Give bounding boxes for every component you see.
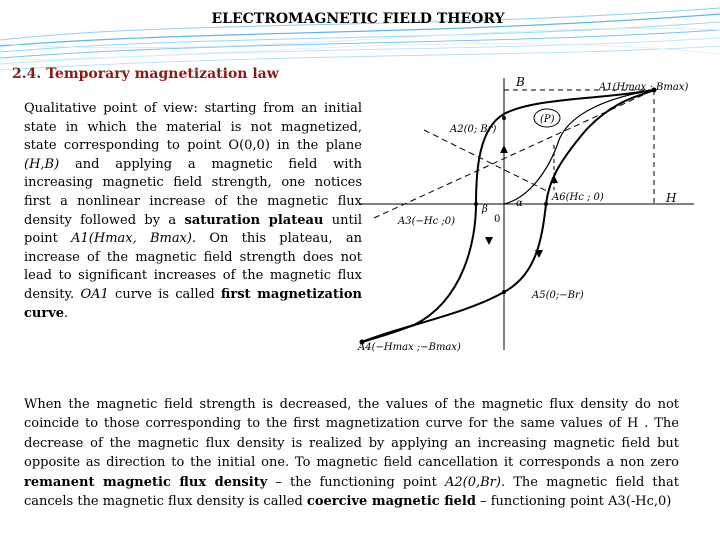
page-title: ELECTROMAGNETIC FIELD THEORY (211, 11, 505, 27)
text-run: A3(-Hc,0) (608, 494, 672, 510)
text-run: A1(Hmax, Bmax) (71, 231, 192, 247)
text-run: (H,B) (24, 156, 60, 172)
point-marker (544, 202, 548, 206)
arrow-icon (485, 237, 493, 245)
label-a5: A5(0;−Br) (532, 290, 584, 301)
label-a4: A4(−Hmax ;−Bmax) (358, 342, 461, 353)
text-run: remanent magnetic flux density (24, 474, 268, 490)
text-run: – the functioning point (267, 474, 445, 490)
text-run: . (64, 305, 69, 321)
label-a6: A6(Hc ; 0) (552, 192, 604, 203)
hysteresis-loop-figure (354, 70, 694, 355)
arrow-icon (500, 145, 508, 153)
text-run: – functioning point (475, 494, 609, 510)
text-run: . On this plateau, an increase of the magnetic field strength does not lead to significant increases of the magnetic flux density. (24, 231, 362, 302)
point-marker (502, 116, 506, 120)
first-magnetization-curve (504, 90, 654, 204)
label-beta: β (482, 204, 488, 215)
text-run: Qualitative point of view: starting from an initial state in which the material is not magnetized, state corresponding to point O(0,0) in the plane (24, 101, 362, 154)
arrow-icon (550, 175, 558, 183)
intro-paragraph (24, 100, 362, 323)
label-a2: A2(0; Br) (450, 124, 497, 135)
dashed-line (424, 130, 549, 192)
text-run: . The magnetic field that cancels the magnetic flux density is called (24, 474, 679, 510)
axis-label-b: B (516, 75, 525, 89)
text-run: A2(0,Br) (444, 474, 501, 490)
label-a3: A3(−Hc ;0) (398, 216, 455, 227)
text-run: and applying a magnetic field with increasing magnetic field strength, one notices first a nonlinear increase of the magnetic flux density followed by a (24, 156, 362, 228)
point-marker (502, 290, 506, 294)
label-alpha: α (516, 198, 523, 209)
text-run: When the magnetic field strength is decreased, the values of the magnetic flux density do not coincide to those corresponding to the first magnetization curve for the same values of H . The decrease of the magnetic flux density is realized by applying an increasing magnetic field but opposite as direction to the initial one. To magnetic field cancellation it corresponds a non zero (24, 397, 679, 471)
text-run: until point (24, 212, 363, 247)
text-run: first magnetization curve (24, 286, 362, 321)
text-run: curve is called (108, 286, 221, 302)
text-run: OA1 (80, 286, 109, 302)
text-run: coercive magnetic field (306, 494, 476, 510)
axis-label-h: H (666, 191, 677, 205)
point-marker (474, 202, 478, 206)
origin-label: 0 (494, 214, 501, 225)
text-run: saturation plateau (184, 212, 324, 228)
label-p: (P) (540, 114, 555, 125)
label-a1: A1(Hmax ; Bmax) (599, 82, 689, 93)
body-paragraph (24, 395, 679, 511)
section-heading: 2.4. Temporary magnetization law (12, 66, 279, 82)
